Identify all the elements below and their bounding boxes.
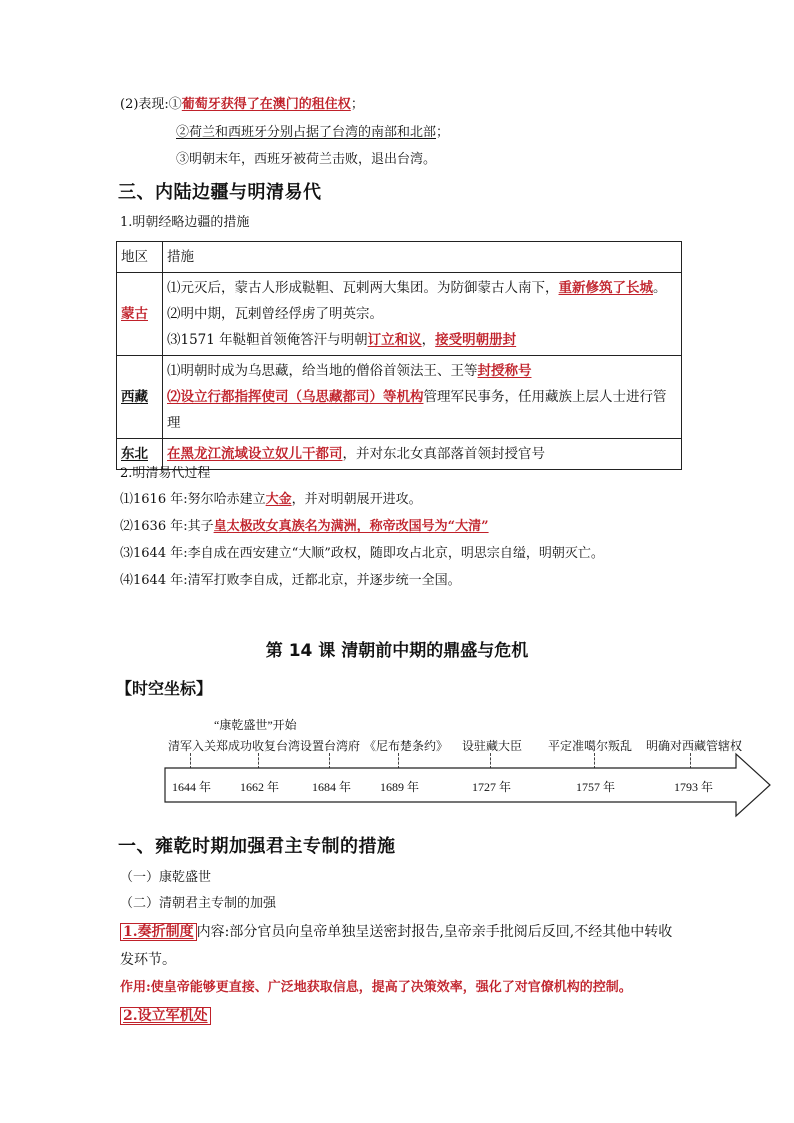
mongol-line1-end: 。 (653, 280, 667, 296)
section3-sub2: 2.明清易代过程 (120, 466, 211, 481)
timeline-year-6: 1757 年 (576, 780, 616, 794)
table-head-measure: 措施 (163, 242, 682, 273)
part2-item2: ②荷兰和西班牙分别占据了台湾的南部和北部 (176, 125, 437, 140)
timeline-year-7: 1793 年 (674, 780, 714, 794)
northeast-nurgan: 在黑龙江流域设立奴儿干都司 (167, 446, 343, 462)
timeline-year-5: 1727 年 (472, 780, 512, 794)
part2-item3: ③明朝末年，西班牙被荷兰击败，退出台湾。 (176, 152, 437, 167)
mongol-line3-mid: ， (421, 332, 436, 348)
timeline-event-5: 设驻藏大臣 (462, 739, 523, 753)
lesson-title: 第 14 课 清朝前中期的鼎盛与危机 (265, 641, 529, 661)
timeline-year-2: 1662 年 (240, 780, 280, 794)
memorial-system-line2: 发环节。 (120, 952, 176, 968)
timeline-year-3: 1684 年 (312, 780, 352, 794)
northeast-line1: ，并对东北女真部落首领封授官号 (342, 446, 545, 462)
timeline-event-3: 设置台湾府 (300, 739, 361, 753)
timeline-year-4: 1689 年 (380, 780, 420, 794)
p2-great-qing: 皇太极改女真族名为满洲，称帝改国号为“大清” (213, 519, 489, 534)
memorial-system-effect: 作用:使皇帝能够更直接、广泛地获取信息，提高了决策效率，强化了对官僚机构的控制。 (120, 980, 632, 995)
tibet-line2: 管理军民事务，任用藏族上层人士进行管理 (167, 389, 667, 431)
part2-line2 (176, 124, 449, 142)
memorial-system-label: 1.奏折制度 (120, 923, 197, 941)
region-mongol: 蒙古 (121, 306, 148, 322)
transition-p1 (120, 491, 422, 509)
timeline-event-6: 平定准噶尔叛乱 (548, 739, 633, 753)
coord-heading: 【时空坐标】 (116, 679, 213, 698)
p2-text-a: ⑵1636 年:其子 (120, 519, 214, 534)
measure-mongol (163, 273, 682, 356)
table-row-tibet (117, 356, 682, 439)
timeline-year-1: 1644 年 (172, 780, 212, 794)
part2-line1 (120, 96, 364, 114)
timeline-event-7: 明确对西藏管辖权 (646, 739, 743, 753)
section1-a: （一）康乾盛世 (120, 870, 212, 885)
part2-line3 (176, 151, 436, 169)
tibet-grant-titles: 封授称号 (477, 363, 532, 379)
measure-northeast (163, 439, 682, 470)
table-header-row (117, 242, 682, 273)
section3-title: 三、内陆边疆与明清易代 (118, 182, 322, 203)
timeline-top-note: “康乾盛世”开始 (214, 718, 297, 732)
border-measures-table (116, 241, 682, 470)
mongol-line2: ⑵明中期，瓦剌曾经俘虏了明英宗。 (167, 306, 383, 322)
table-head-region: 地区 (117, 242, 163, 273)
tibet-line1: ⑴明朝时成为乌思藏，给当地的僧俗首领法王、王等 (167, 363, 478, 379)
tibet-commandery: ⑵设立行都指挥使司（乌思藏都司）等机构 (167, 389, 424, 405)
part2-item1-end: ； (350, 97, 364, 112)
region-tibet: 西藏 (121, 389, 148, 405)
section1-title: 一、雍乾时期加强君主专制的措施 (118, 836, 396, 857)
mongol-line3: ⑶1571 年鞑靼首领俺答汗与明朝 (167, 332, 368, 348)
memorial-system-content: 内容:部分官员向皇帝单独呈送密封报告,皇帝亲手批阅后反回,不经其他中转收 (196, 924, 673, 940)
measure-tibet (163, 356, 682, 439)
mongol-line1: ⑴元灭后，蒙古人形成鞑靼、瓦剌两大集团。为防御蒙古人南下， (167, 280, 559, 296)
grand-council-label: 2.设立军机处 (120, 1007, 211, 1025)
part2-item1: 葡萄牙获得了在澳门的租住权 (181, 97, 351, 112)
memorial-system-line (120, 922, 672, 942)
timeline-event-1: 清军入关 (168, 739, 217, 753)
transition-p2 (120, 518, 489, 536)
table-row-mongol (117, 273, 682, 356)
timeline-event-4: 《尼布楚条约》 (364, 739, 449, 753)
p1-text-b: ，并对明朝展开进攻。 (291, 492, 422, 507)
mongol-great-wall: 重新修筑了长城 (558, 280, 653, 296)
transition-p4: ⑷1644 年:清军打败李自成，迁都北京，并逐步统一全国。 (120, 573, 461, 588)
section1-b: （二）清朝君主专制的加强 (120, 896, 277, 911)
grand-council-line (120, 1006, 211, 1026)
timeline-event-2: 郑成功收复台湾 (216, 739, 301, 753)
mongol-peace: 订立和议 (367, 332, 422, 348)
part2-intro: (2)表现:① (120, 97, 182, 112)
mongol-accept-title: 接受明朝册封 (435, 332, 517, 348)
p1-great-jin: 大金 (265, 492, 292, 507)
section3-sub1: 1.明朝经略边疆的措施 (120, 215, 250, 230)
transition-p3: ⑶1644 年:李自成在西安建立“大顺”政权，随即攻占北京，明思宗自缢，明朝灭亡。 (120, 546, 604, 561)
p1-text-a: ⑴1616 年:努尔哈赤建立 (120, 492, 266, 507)
region-northeast: 东北 (121, 446, 148, 462)
part2-item2-end: ； (436, 125, 450, 140)
